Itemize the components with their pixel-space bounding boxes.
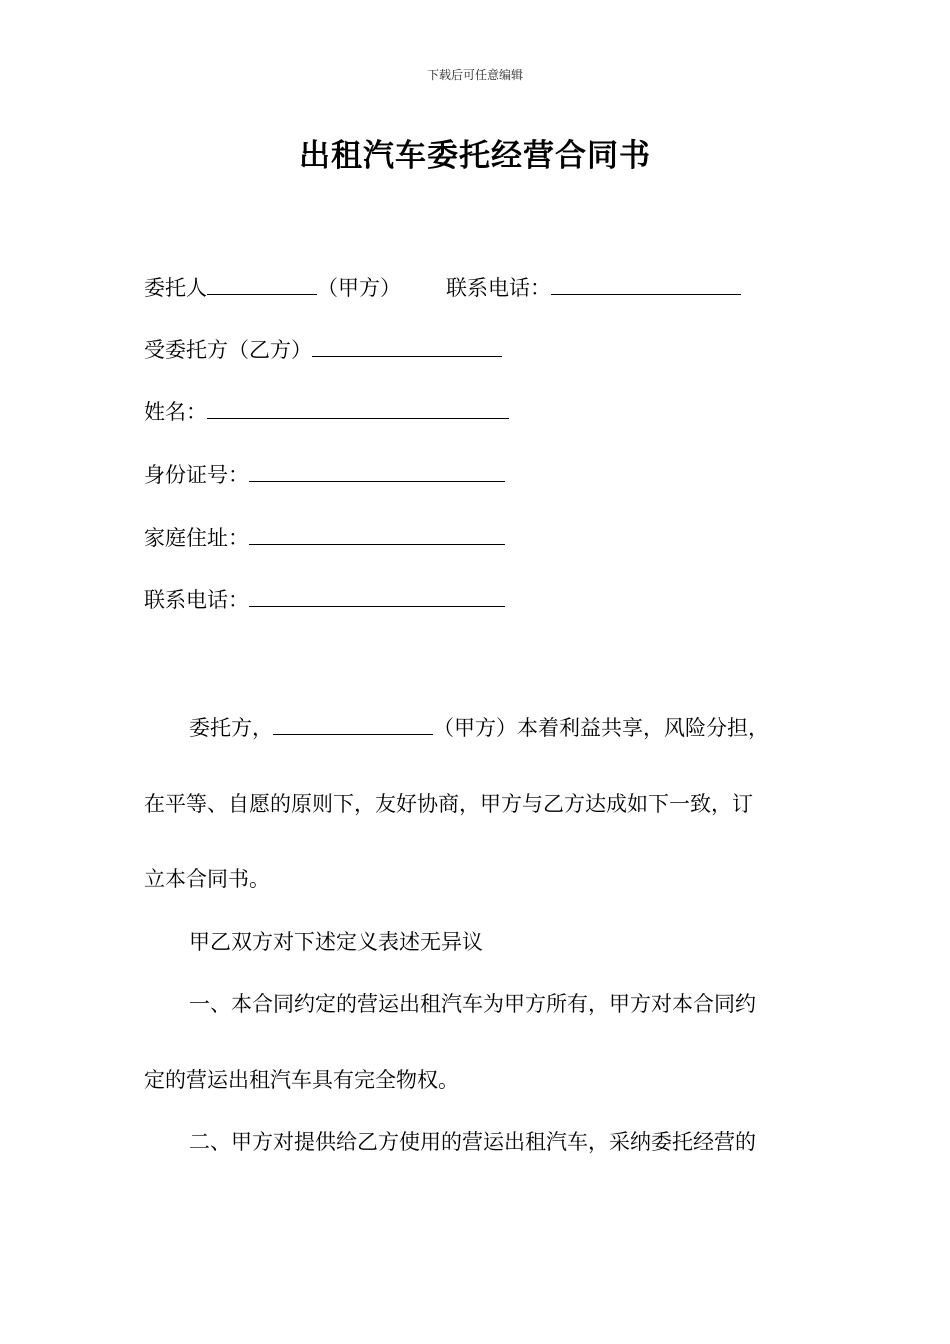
field-name <box>144 397 509 427</box>
shouweituo-label: 受委托方（乙方） <box>144 338 312 362</box>
name-blank[interactable] <box>207 398 509 419</box>
paragraph-1-line-3: 立本合同书。 <box>144 867 270 891</box>
party-a-suffix: （甲方） <box>317 276 401 300</box>
p1-rest: （甲方）本着利益共享，风险分担， <box>433 716 769 740</box>
paragraph-1-line-1 <box>189 712 769 742</box>
id-blank[interactable] <box>249 461 505 482</box>
phone-label-1: 联系电话： <box>446 276 551 300</box>
address-label: 家庭住址： <box>144 526 249 550</box>
p1-weituofang: 委托方， <box>189 716 273 740</box>
document-title: 出租汽车委托经营合同书 <box>299 138 651 174</box>
shouweituo-blank[interactable] <box>312 336 502 357</box>
weituoren-blank[interactable] <box>207 274 317 295</box>
paragraph-3-line-1: 一、本合同约定的营运出租汽车为甲方所有，甲方对本合同约 <box>189 992 756 1016</box>
phone-label-2: 联系电话： <box>144 588 249 612</box>
field-shouweituo <box>144 335 502 365</box>
field-id <box>144 460 505 490</box>
paragraph-1-line-2: 在平等、自愿的原则下，友好协商，甲方与乙方达成如下一致，订 <box>144 792 753 816</box>
field-phone-1 <box>446 273 741 303</box>
paragraph-2: 甲乙双方对下述定义表述无异议 <box>189 930 483 954</box>
weituoren-label: 委托人 <box>144 276 207 300</box>
id-label: 身份证号： <box>144 463 249 487</box>
name-label: 姓名： <box>144 400 207 424</box>
address-blank[interactable] <box>249 524 505 545</box>
field-address <box>144 523 505 553</box>
page-header-note: 下载后可任意编辑 <box>426 68 523 82</box>
field-weituoren <box>144 273 401 303</box>
p1-blank[interactable] <box>273 714 433 735</box>
paragraph-3-line-2: 定的营运出租汽车具有完全物权。 <box>144 1068 459 1092</box>
phone-blank-1[interactable] <box>551 274 741 295</box>
phone-blank-2[interactable] <box>249 586 505 607</box>
paragraph-4-line-1: 二、甲方对提供给乙方使用的营运出租汽车，采纳委托经营的 <box>189 1130 756 1154</box>
field-phone-2 <box>144 585 505 615</box>
